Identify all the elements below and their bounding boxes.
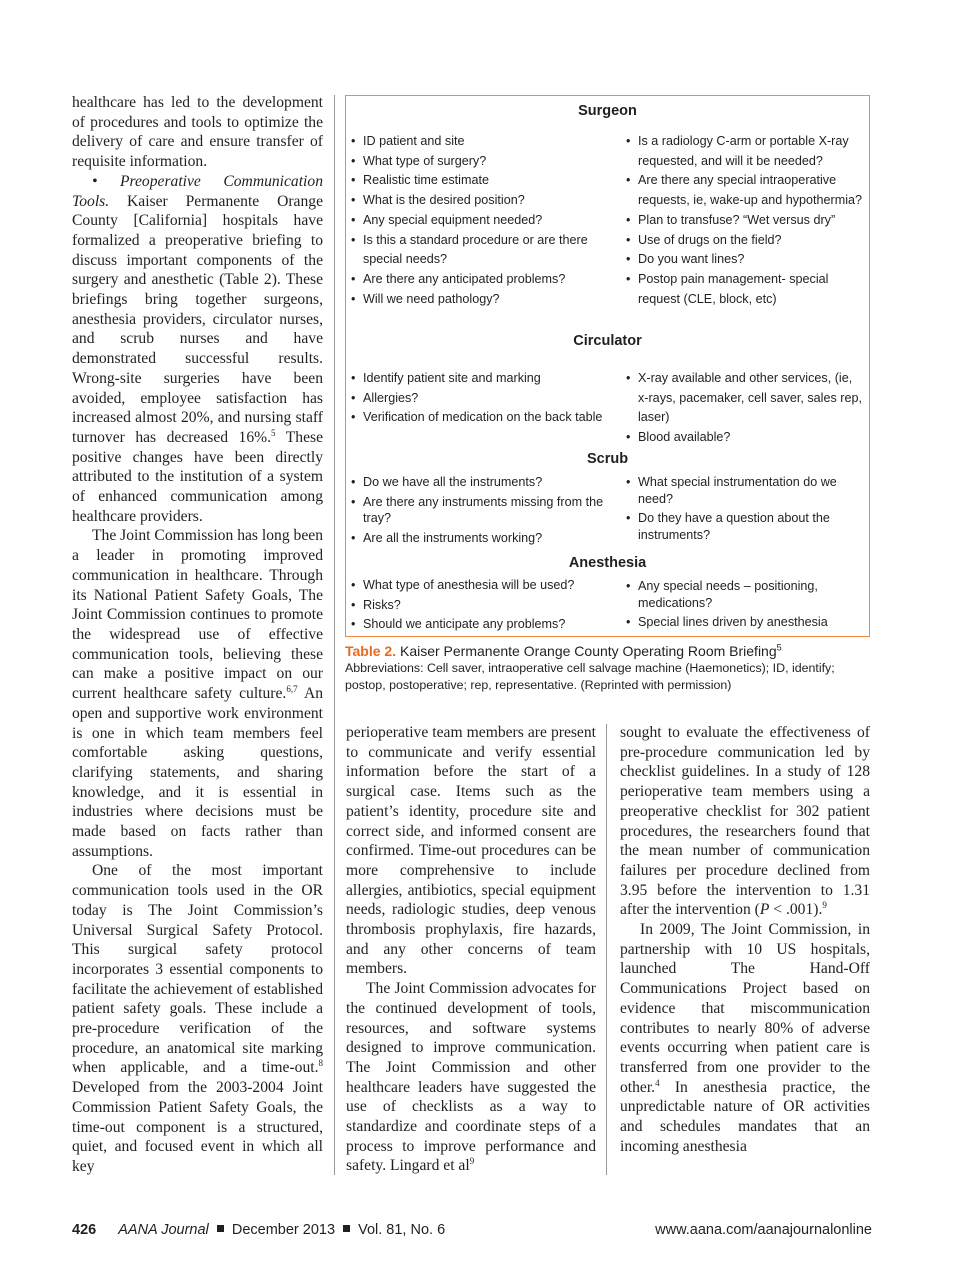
journal-name: AANA Journal bbox=[118, 1222, 209, 1238]
circulator-list-left bbox=[351, 369, 621, 428]
col1-paragraph-2: • Preoperative Communication Tools. Kaiser Permanente Orange County [California] hospitals have formalized a preoperative briefing to discuss important components of the surgery and anesthetic (Table 2). These briefings bring together surgeons, anesthesia providers, circulator nurses, and scrub nurses and have demonstrated successful results. Wrong-site surgeries have been avoided, employee satisfaction has increased almost 20%, and nursing staff turnover has decreased 16%.$^5$ These positive changes have been directly attributed to the institution of a system of enhanced communication among healthcare providers. bbox=[72, 172, 323, 525]
issue-date: December 2013 bbox=[231, 1222, 336, 1238]
list-item: • Risks? bbox=[351, 596, 616, 616]
list-item: • Are there any anticipated problems? bbox=[351, 270, 616, 290]
list-item: • Postop pain management- special request (CLE, block, etc) bbox=[626, 270, 864, 309]
surgeon-list-left bbox=[351, 132, 616, 309]
col1-paragraph-3: The Joint Commission has long been a leader in promoting improved communication in healthcare. Through its National Patient Safety Goals, The Joint Commission continues to promote the widespread use of effective communication tools, believing these can make a positive impact on our current healthcare safety culture.$^{6,7}$ An open and supportive work environment is one in which team members feel comfortable asking questions, clarifying statements, and sharing knowledge, and it is essential in industries where decisions must be made based on facts rather than assumptions. bbox=[72, 527, 323, 860]
anesthesia-list-left bbox=[351, 576, 616, 635]
caption-abbreviations: Abbreviations: Cell saver, intraoperative cell salvage machine (Haemonetics); ID, identify; postop, postoperative; rep, representative. (Reprinted with permission) bbox=[345, 661, 835, 692]
list-item: • Realistic time estimate bbox=[351, 171, 616, 191]
section-title-anesthesia: Anesthesia bbox=[568, 555, 647, 571]
list-item: • Are there any special intraoperative requests, ie, wake-up and hypothermia? bbox=[626, 171, 864, 210]
list-item: • Is this a standard procedure or are there special needs? bbox=[351, 231, 616, 270]
scrub-list-right bbox=[626, 474, 856, 546]
list-item: • Allergies? bbox=[351, 389, 621, 409]
list-item: • X-ray available and other services, (ie, x-rays, pacemaker, cell saver, sales rep, laser) bbox=[626, 369, 864, 428]
column-divider-2 bbox=[606, 724, 607, 1175]
circulator-list-right bbox=[626, 369, 864, 448]
col2-paragraph-2: The Joint Commission advocates for the continued development of tools, resources, and software systems designed to improve communication. The Joint Commission and other healthcare leaders have suggested the use of checklists as a way to standardize and coordinate steps of a process to improve performance and safety. Lingard et $al^9$ bbox=[346, 980, 596, 1175]
list-item: • What type of surgery? bbox=[351, 152, 616, 172]
section-title-circulator: Circulator bbox=[573, 333, 642, 349]
section-title-surgeon: Surgeon bbox=[578, 103, 637, 119]
col3-paragraph-1: sought to evaluate the effectiveness of pre-procedure communication led by checklist guidelines. In a study of 128 perioperative team members using a preoperative checklist for 302 patient procedures, the researchers found that the mean number of communication failures per procedure declined from 3.95 before the intervention to 1.31 after the intervention (P < .001).$^9$ bbox=[620, 724, 870, 919]
anesthesia-list-right bbox=[626, 578, 856, 634]
list-item: • Are all the instruments working? bbox=[351, 530, 613, 547]
section-title-scrub: Scrub bbox=[586, 451, 629, 467]
col1-paragraph-4: One of the most important communication tools used in the OR today is The Joint Commission’s Universal Surgical Safety Protocol. This surgical safety protocol incorporates 3 essential components to facilitate the achievement of established patient safety goals. These include a pre-procedure verification of the procedure, an anatomical site marking when applicable, and a time-out.$^8$ Developed from the 2003-2004 Joint Commission Patient Safety Goals, the time-out component is a structured, quiet, and focused event in which all key bbox=[72, 862, 323, 1175]
column-divider-1 bbox=[334, 95, 335, 1175]
list-item: • Are there any instruments missing from the tray? bbox=[351, 494, 613, 527]
footer-left bbox=[72, 1222, 445, 1238]
list-item: • ID patient and site bbox=[351, 132, 616, 152]
volume-info: Vol. 81, No. 6 bbox=[358, 1222, 446, 1238]
list-item: • What type of anesthesia will be used? bbox=[351, 576, 616, 596]
list-item: • Do you want lines? bbox=[626, 250, 864, 270]
separator-square bbox=[343, 1225, 350, 1232]
list-item: • What special instrumentation do we need? bbox=[626, 474, 856, 507]
col3-paragraph-2: In 2009, The Joint Commission, in partnership with 10 US hospitals, launched The Hand-Off Communications Project based on evidence that miscommunication contributes to nearly 80% of adverse events occurring when patient care is transferred from one provider to the other.$^4$ In anesthesia practice, the unpredictable nature of OR activities and schedules mandates that an incoming anesthesia bbox=[620, 921, 870, 1155]
column-3 bbox=[620, 723, 870, 1156]
list-item: • Will we need pathology? bbox=[351, 290, 616, 310]
page-number: 426 bbox=[72, 1222, 97, 1238]
column-2 bbox=[346, 723, 596, 1176]
list-item: • What is the desired position? bbox=[351, 191, 616, 211]
list-item: • Special lines driven by anesthesia bbox=[626, 614, 856, 631]
table-2-briefing bbox=[345, 95, 870, 637]
journal-url[interactable]: www.aana.com/aanajournalonline bbox=[655, 1222, 872, 1238]
list-item: • Is a radiology C-arm or portable X-ray requested, and will it be needed? bbox=[626, 132, 864, 171]
column-1 bbox=[72, 93, 323, 1177]
list-item: • Should we anticipate any problems? bbox=[351, 615, 616, 635]
col1-paragraph-1: healthcare has led to the development of procedures and tools to optimize the delivery of care and ensure transfer of requisite information. bbox=[72, 94, 323, 171]
list-item: • Use of drugs on the field? bbox=[626, 231, 864, 251]
list-item: • Any special equipment needed? bbox=[351, 211, 616, 231]
list-item: • Do we have all the instruments? bbox=[351, 474, 613, 491]
list-item: • Identify patient site and marking bbox=[351, 369, 621, 389]
list-item: • Do they have a question about the instruments? bbox=[626, 510, 856, 543]
list-item: • Verification of medication on the back table bbox=[351, 408, 621, 428]
surgeon-list-right bbox=[626, 132, 864, 309]
caption-title: Table 2. Kaiser Permanente Orange County Operating Room Briefing$^5$ bbox=[345, 642, 782, 659]
scrub-list-left bbox=[351, 474, 613, 549]
list-item: • Blood available? bbox=[626, 428, 864, 448]
table-caption bbox=[345, 643, 875, 694]
list-item: • Plan to transfuse? “Wet versus dry” bbox=[626, 211, 864, 231]
separator-square bbox=[217, 1225, 224, 1232]
subheading-preoperative-tools: • Preoperative Communication Tools. bbox=[72, 172, 323, 210]
list-item: • Any special needs – positioning, medications? bbox=[626, 578, 856, 611]
col2-paragraph-1: perioperative team members are present to communicate and verify essential information before the start of a surgical case. Items such as the patient’s identity, procedure site and correct side, and informed consent are confirmed. Time-out procedures can be more comprehensive to include allergies, antibiotics, special equipment needs, radiologic studies, deep venous thrombosis prophylaxis, fire hazards, and any other concerns of team members. bbox=[346, 724, 596, 978]
